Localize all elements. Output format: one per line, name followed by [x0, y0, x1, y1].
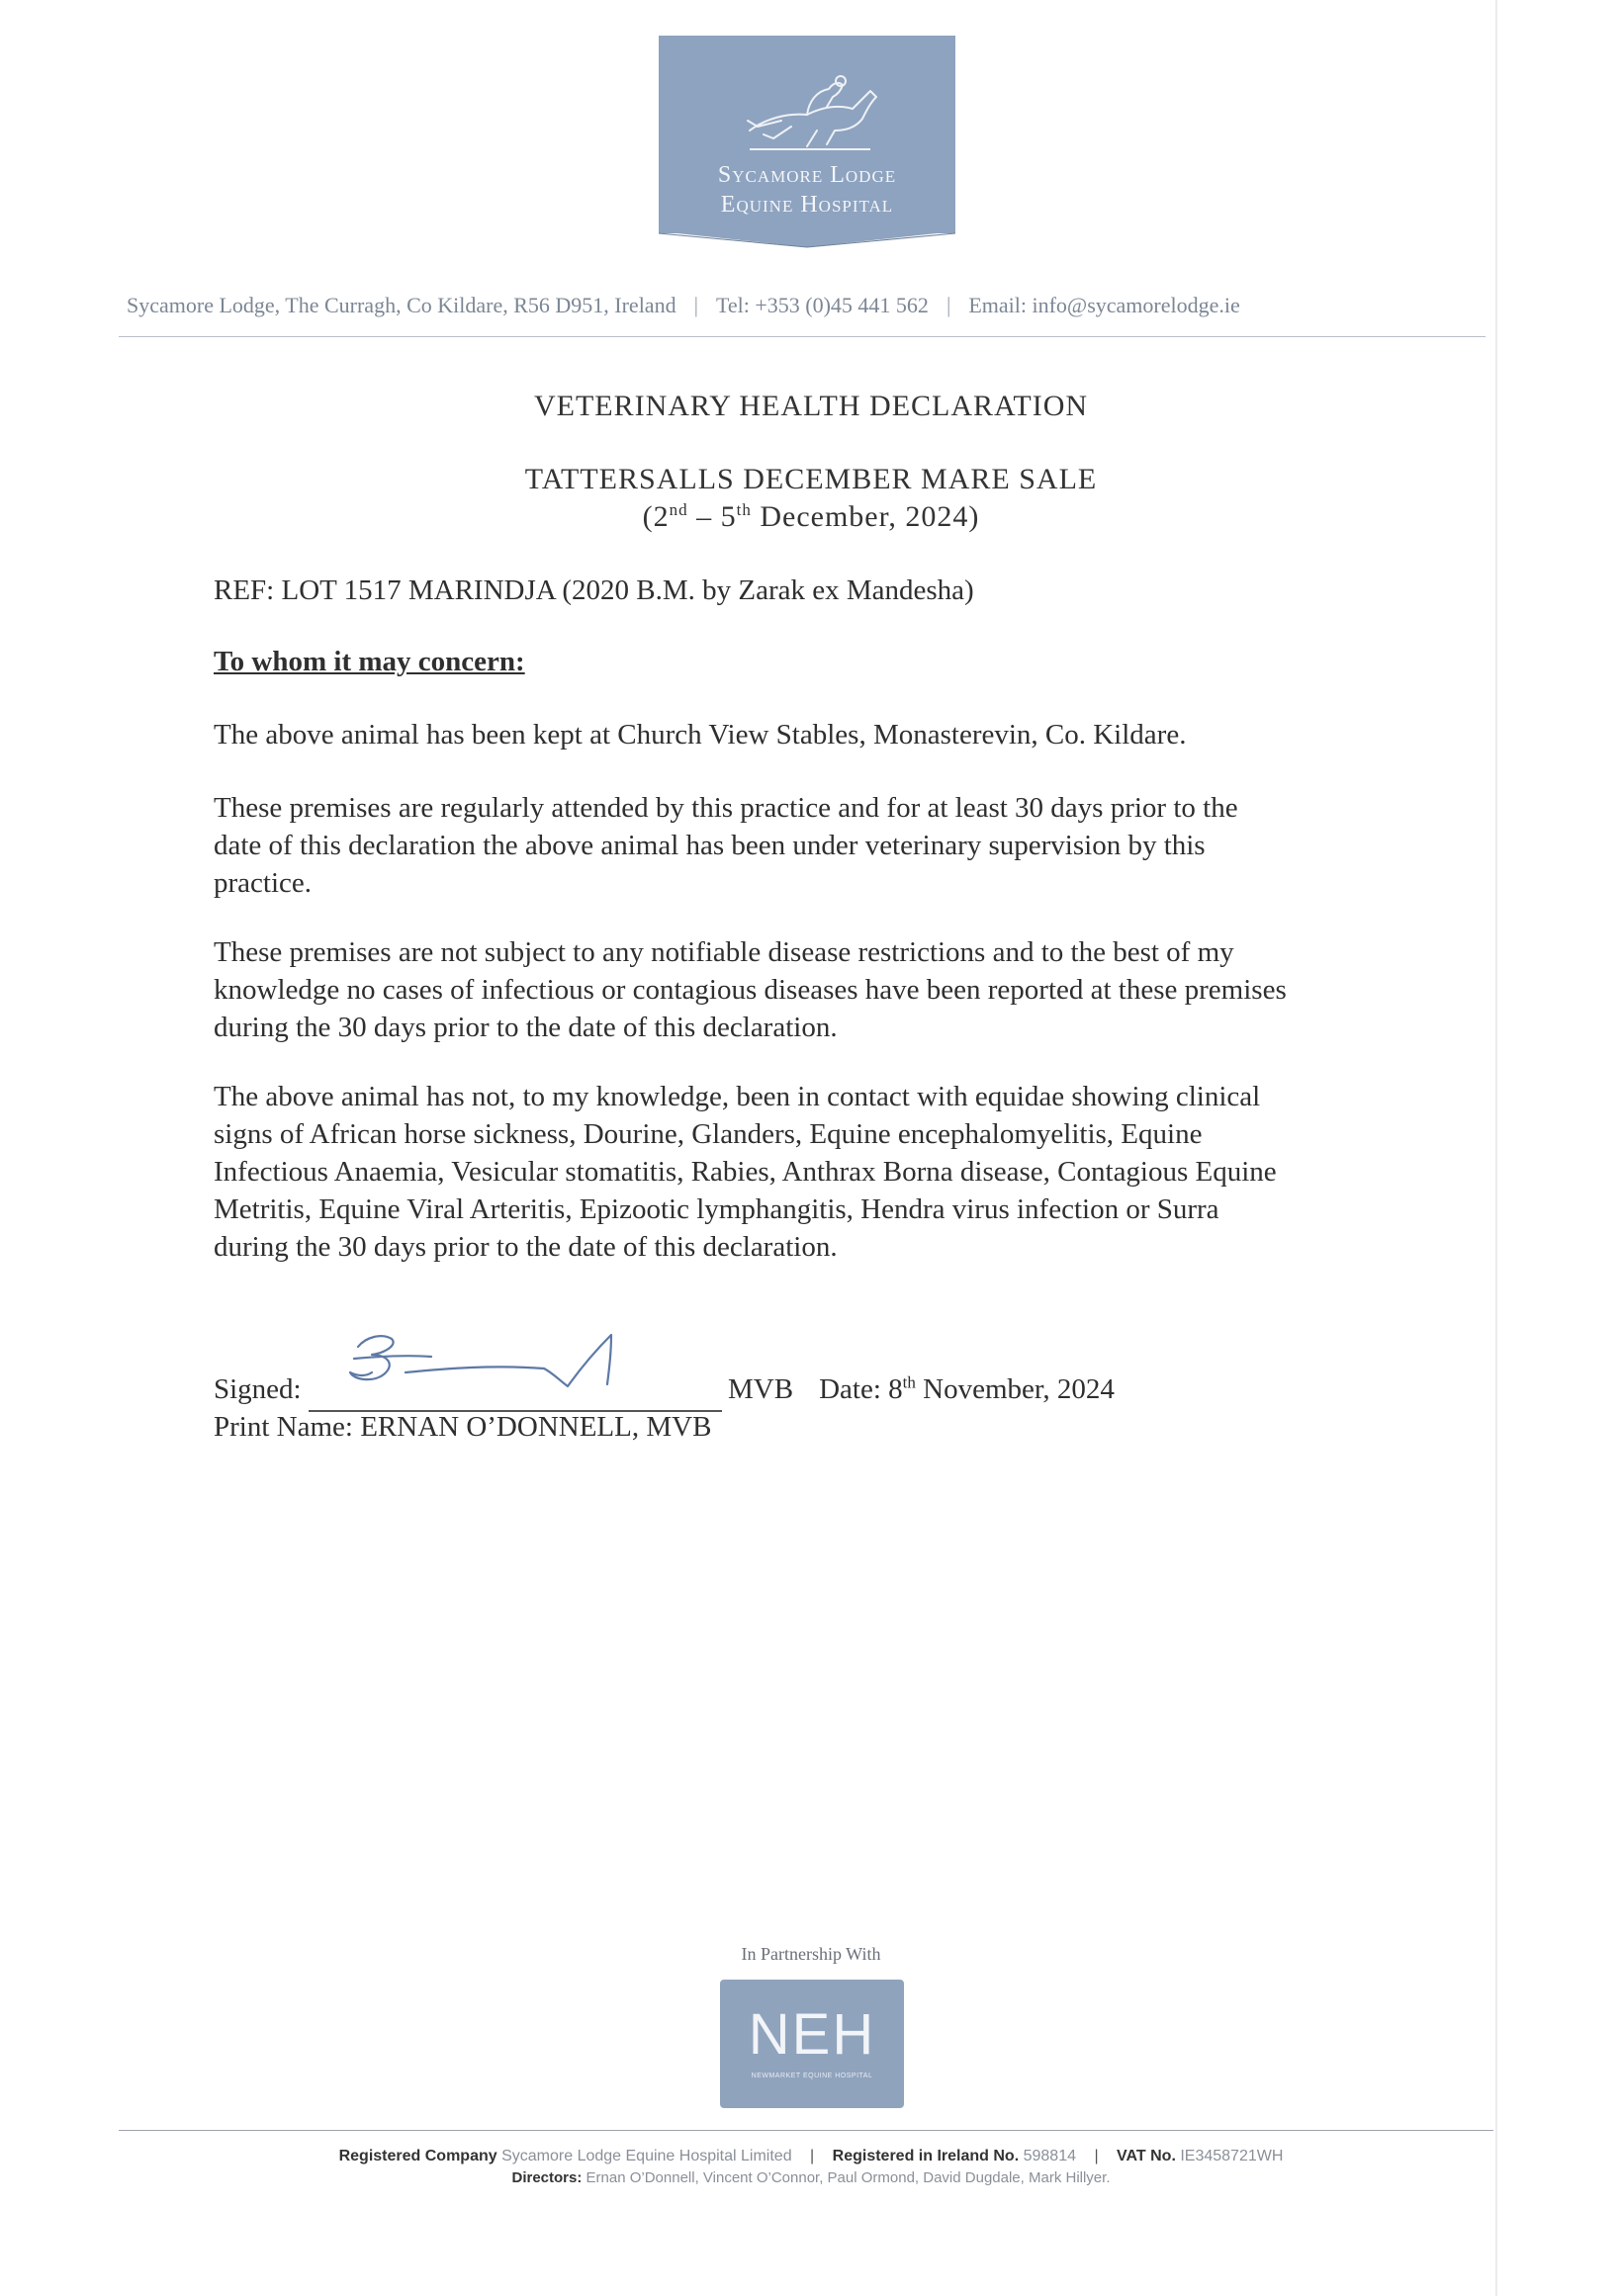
logo-rule [750, 148, 870, 150]
salutation: To whom it may concern: [214, 646, 525, 677]
signature-meta [728, 1370, 1321, 1408]
telephone: Tel: +353 (0)45 441 562 [715, 293, 929, 317]
paragraph-3: These premises are not subject to any notifiable disease restrictions and to the best of my knowledge no cases of infectious or contagious diseases have been reported at these premises during the 30 days prior to the date of this declaration. [214, 936, 1287, 1043]
footer-registration: Registered Company Sycamore Lodge Equine Hospital Limited | Registered in Ireland No. 598814 | VAT No. IE3458721WH [338, 2148, 1284, 2164]
sycamore-lodge-logo [659, 36, 955, 233]
handwritten-signature [336, 1325, 673, 1404]
declaration-date: Date: 8th November, 2024 [819, 1372, 1115, 1405]
separator: | [693, 293, 698, 317]
signed-label: Signed: [214, 1373, 302, 1405]
sale-title: TATTERSALLS DECEMBER MARE SALE [524, 463, 1098, 495]
lot-reference: REF: LOT 1517 MARINDJA (2020 B.M. by Zarak ex Mandesha) [214, 574, 974, 606]
logo-line-1: Sycamore Lodge [717, 162, 897, 188]
logo-line-2: Equine Hospital [720, 192, 894, 218]
document-title: VETERINARY HEALTH DECLARATION [533, 390, 1089, 422]
address: Sycamore Lodge, The Curragh, Co Kildare, R56 D951, Ireland [127, 293, 676, 317]
logo-chevron [659, 231, 955, 249]
neh-logo-subtext: NEWMARKET EQUINE HOSPITAL [751, 2073, 873, 2079]
email: Email: info@sycamorelodge.ie [968, 293, 1240, 317]
separator: | [946, 293, 951, 317]
qualification: MVB [728, 1373, 794, 1405]
footer-divider [119, 2130, 1493, 2131]
letterhead-contact [127, 293, 1482, 318]
footer-directors: Directors: Ernan O’Donnell, Vincent O’Connor, Paul Ormond, David Dugdale, Mark Hillyer. [511, 2169, 1111, 2186]
paragraph-2: These premises are regularly attended by this practice and for at least 30 days prior to the date of this declaration the above animal has been under veterinary supervision by this practice. [214, 792, 1238, 899]
print-name: Print Name: ERNAN O’DONNELL, MVB [214, 1411, 712, 1443]
paragraph-1: The above animal has been kept at Church View Stables, Monasterevin, Co. Kildare. [214, 719, 1187, 751]
partner-label: In Partnership With [741, 1944, 881, 1964]
sale-dates: (2nd – 5th December, 2024) [642, 500, 980, 533]
paragraph-4: The above animal has not, to my knowledge, been in contact with equidae showing clinical signs of African horse sickness, Dourine, Glanders, Equine encephalomyelitis, Equine Infectious Anaemia, Vesicular stomatitis, Rabies, Anthrax Borna disease, Contagious Equine Metritis, Equine Viral Arteritis, Epizootic lymphangitis, Hendra virus infection or Surra during the 30 days prior to the date of this declaration. [214, 1081, 1277, 1263]
neh-logo [720, 1980, 904, 2108]
neh-logo-text: NEH [748, 2002, 876, 2067]
header-divider [119, 336, 1486, 337]
